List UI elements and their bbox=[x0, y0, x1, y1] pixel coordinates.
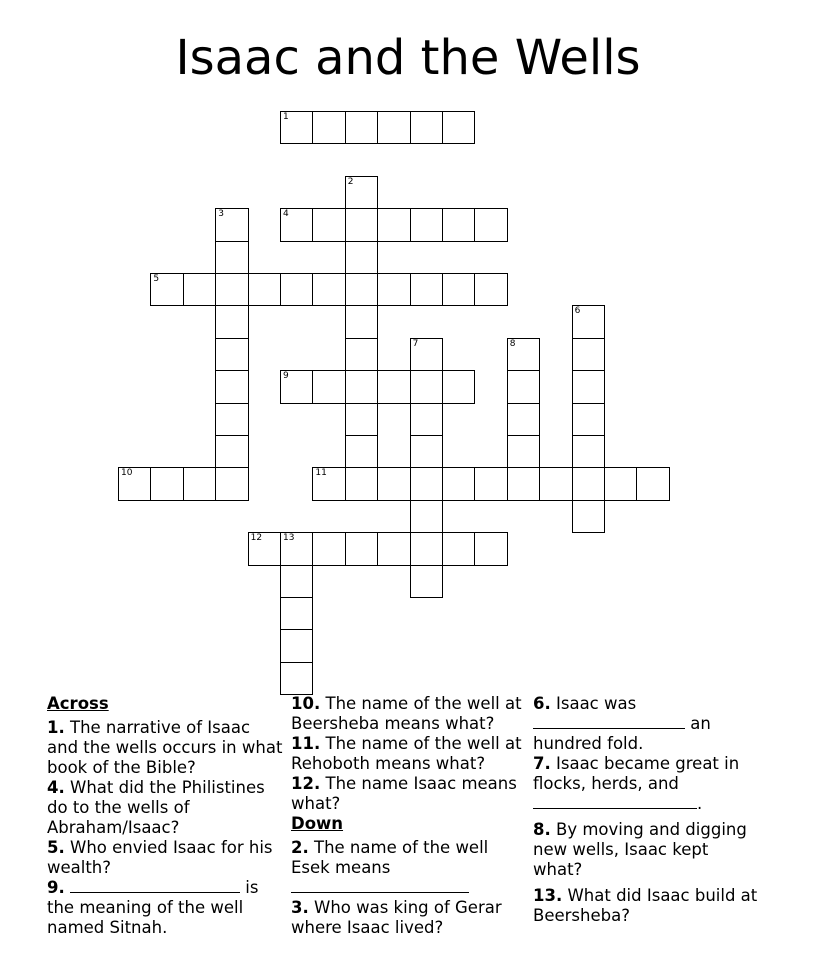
grid-cell[interactable] bbox=[572, 338, 605, 371]
grid-cell[interactable] bbox=[377, 273, 410, 306]
down-heading: Down bbox=[291, 814, 344, 833]
cell-number: 7 bbox=[412, 338, 419, 349]
grid-cell[interactable] bbox=[215, 208, 248, 241]
answer-blank bbox=[291, 878, 469, 893]
grid-cell[interactable] bbox=[410, 111, 443, 144]
grid-cell[interactable] bbox=[410, 565, 443, 598]
cell-number: 12 bbox=[250, 533, 263, 544]
grid-cell[interactable] bbox=[410, 273, 443, 306]
grid-cell[interactable] bbox=[280, 597, 313, 630]
clue-down-3: 3. Who was king of Gerar where Isaac lived? bbox=[291, 898, 502, 937]
grid-cell[interactable] bbox=[215, 273, 248, 306]
grid-cell[interactable] bbox=[410, 500, 443, 533]
grid-cell[interactable] bbox=[312, 273, 345, 306]
grid-cell[interactable] bbox=[345, 370, 378, 403]
grid-cell[interactable] bbox=[280, 111, 313, 144]
cell-number: 8 bbox=[509, 338, 516, 349]
grid-cell[interactable] bbox=[345, 176, 378, 209]
clue-column-1 bbox=[47, 694, 283, 938]
clue-across-9: 9. is the meaning of the well named Sitnah. bbox=[47, 878, 259, 937]
grid-cell[interactable] bbox=[474, 532, 507, 565]
grid-cell[interactable] bbox=[507, 467, 540, 500]
answer-blank bbox=[533, 794, 697, 809]
grid-cell[interactable] bbox=[410, 338, 443, 371]
grid-cell[interactable] bbox=[442, 273, 475, 306]
grid-cell[interactable] bbox=[312, 532, 345, 565]
grid-cell[interactable] bbox=[345, 532, 378, 565]
grid-cell[interactable] bbox=[183, 467, 216, 500]
grid-cell[interactable] bbox=[410, 208, 443, 241]
grid-cell[interactable] bbox=[312, 208, 345, 241]
grid-cell[interactable] bbox=[572, 370, 605, 403]
grid-cell[interactable] bbox=[215, 370, 248, 403]
grid-cell[interactable] bbox=[280, 273, 313, 306]
answer-blank bbox=[533, 714, 685, 729]
grid-cell[interactable] bbox=[345, 305, 378, 338]
cell-number: 5 bbox=[153, 274, 160, 284]
grid-cell[interactable] bbox=[377, 532, 410, 565]
cell-number: 2 bbox=[347, 176, 354, 187]
grid-cell[interactable] bbox=[572, 500, 605, 533]
grid-cell[interactable] bbox=[215, 305, 248, 338]
grid-cell[interactable] bbox=[345, 241, 378, 274]
grid-cell[interactable] bbox=[410, 435, 443, 468]
grid-cell[interactable] bbox=[377, 467, 410, 500]
grid-cell[interactable] bbox=[410, 370, 443, 403]
grid-cell[interactable] bbox=[572, 467, 605, 500]
grid-cell[interactable] bbox=[474, 467, 507, 500]
grid-cell[interactable] bbox=[183, 273, 216, 306]
cell-number: 6 bbox=[574, 306, 581, 317]
cell-number: 3 bbox=[218, 209, 224, 220]
grid-cell[interactable] bbox=[215, 403, 248, 436]
cell-number: 11 bbox=[315, 468, 327, 479]
clue-column-3 bbox=[533, 694, 759, 926]
cell-number: 1 bbox=[283, 112, 289, 122]
grid-cell[interactable] bbox=[215, 338, 248, 371]
clue-across-5: 5. Who envied Isaac for his wealth? bbox=[47, 838, 273, 877]
grid-cell[interactable] bbox=[280, 629, 313, 662]
grid-cell[interactable] bbox=[442, 370, 475, 403]
clue-across-12: 12. The name Isaac means what? bbox=[291, 774, 517, 813]
grid-cell[interactable] bbox=[636, 467, 669, 500]
clue-down-8: 8. By moving and digging new wells, Isaac kept what? bbox=[533, 820, 747, 879]
grid-cell[interactable] bbox=[312, 467, 345, 500]
grid-cell[interactable] bbox=[345, 403, 378, 436]
grid-cell[interactable] bbox=[442, 467, 475, 500]
grid-cell[interactable] bbox=[215, 467, 248, 500]
cell-number: 9 bbox=[283, 371, 289, 382]
cell-number: 4 bbox=[283, 209, 289, 220]
grid-cell[interactable] bbox=[572, 403, 605, 436]
grid-cell[interactable] bbox=[280, 565, 313, 598]
grid-cell[interactable] bbox=[150, 273, 183, 306]
grid-cell[interactable] bbox=[312, 111, 345, 144]
cell-number: 13 bbox=[283, 533, 295, 544]
grid-cell[interactable] bbox=[410, 467, 443, 500]
grid-cell[interactable] bbox=[572, 435, 605, 468]
grid-cell[interactable] bbox=[248, 532, 281, 565]
cell-number: 10 bbox=[121, 468, 133, 479]
grid-cell[interactable] bbox=[312, 370, 345, 403]
grid-cell[interactable] bbox=[215, 241, 248, 274]
grid-cell[interactable] bbox=[410, 532, 443, 565]
grid-cell[interactable] bbox=[280, 532, 313, 565]
grid-cell[interactable] bbox=[280, 662, 313, 695]
grid-cell[interactable] bbox=[377, 208, 410, 241]
clue-across-10: 10. The name of the well at Beersheba means what? bbox=[291, 694, 522, 733]
clue-down-2: 2. The name of the well Esek means bbox=[291, 838, 529, 898]
grid-cell[interactable] bbox=[280, 208, 313, 241]
grid-cell[interactable] bbox=[442, 111, 475, 144]
grid-cell[interactable] bbox=[345, 111, 378, 144]
grid-cell[interactable] bbox=[507, 403, 540, 436]
clue-down-7: 7. Isaac became great in flocks, herds, and . bbox=[533, 754, 740, 813]
answer-blank bbox=[70, 878, 240, 893]
grid-cell[interactable] bbox=[150, 467, 183, 500]
grid-cell[interactable] bbox=[474, 273, 507, 306]
grid-cell[interactable] bbox=[345, 338, 378, 371]
grid-cell[interactable] bbox=[377, 111, 410, 144]
grid-cell[interactable] bbox=[604, 467, 637, 500]
grid-cell[interactable] bbox=[377, 370, 410, 403]
grid-cell[interactable] bbox=[215, 435, 248, 468]
grid-cell[interactable] bbox=[248, 273, 281, 306]
grid-cell[interactable] bbox=[507, 370, 540, 403]
grid-cell[interactable] bbox=[474, 208, 507, 241]
grid-cell[interactable] bbox=[572, 305, 605, 338]
clue-down-6: 6. Isaac was an hundred fold. bbox=[533, 694, 711, 753]
clue-column-2 bbox=[291, 694, 529, 938]
clue-across-1: 1. The narrative of Isaac and the wells occurs in what book of the Bible? bbox=[47, 718, 283, 777]
grid-cell[interactable] bbox=[345, 273, 378, 306]
grid-cell[interactable] bbox=[507, 338, 540, 371]
grid-cell[interactable] bbox=[539, 467, 572, 500]
grid-cell[interactable] bbox=[507, 435, 540, 468]
clue-across-11: 11. The name of the well at Rehoboth means what? bbox=[291, 734, 522, 773]
grid-cell[interactable] bbox=[345, 208, 378, 241]
grid-cell[interactable] bbox=[118, 467, 151, 500]
grid-cell[interactable] bbox=[345, 435, 378, 468]
grid-cell[interactable] bbox=[280, 370, 313, 403]
clue-across-4: 4. What did the Philistines do to the wells of Abraham/Isaac? bbox=[47, 778, 265, 837]
clue-down-13: 13. What did Isaac build at Beersheba? bbox=[533, 886, 758, 925]
across-heading: Across bbox=[47, 694, 109, 713]
grid-cell[interactable] bbox=[410, 403, 443, 436]
grid-cell[interactable] bbox=[345, 467, 378, 500]
page-title: Isaac and the Wells bbox=[175, 30, 641, 86]
grid-cell[interactable] bbox=[442, 532, 475, 565]
grid-cell[interactable] bbox=[442, 208, 475, 241]
